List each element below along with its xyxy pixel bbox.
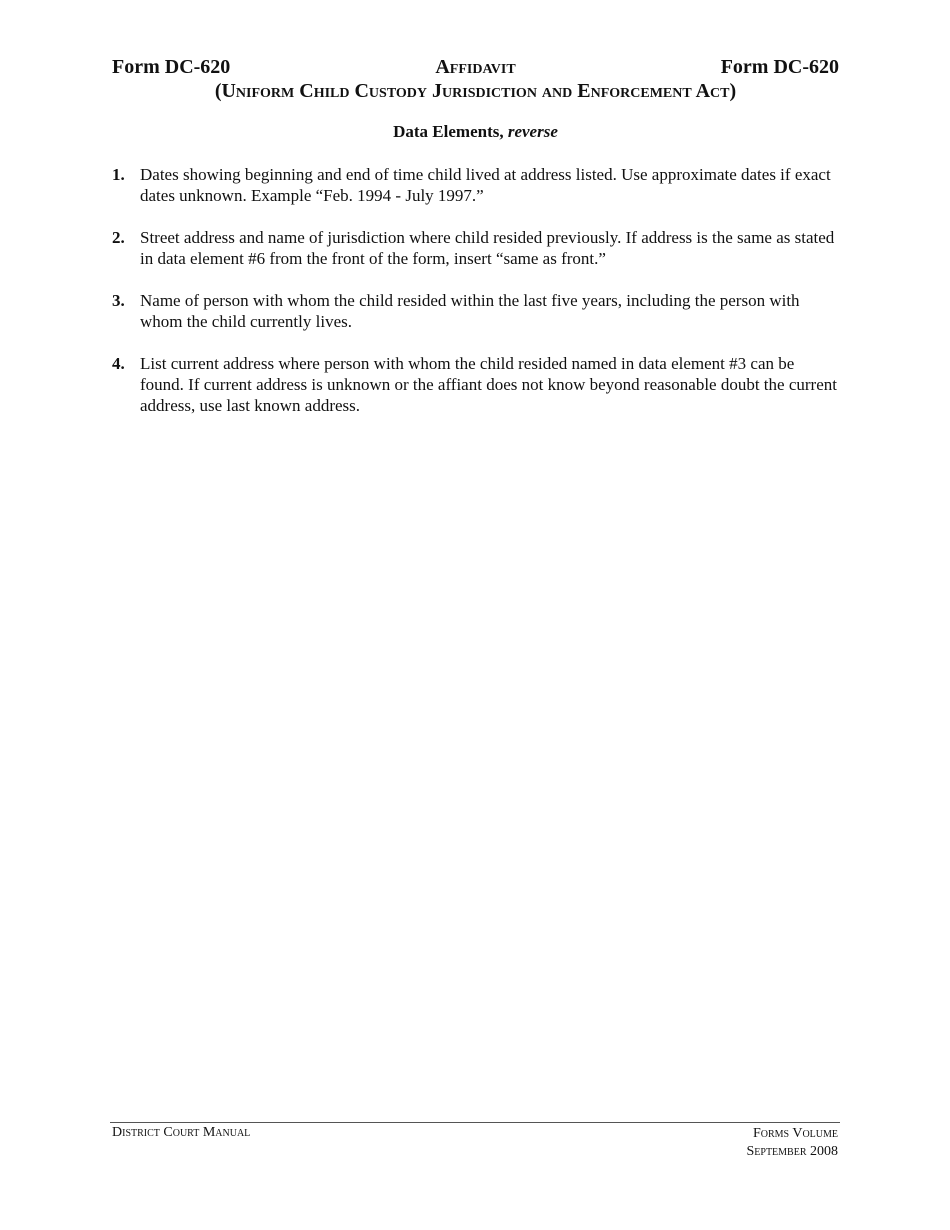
list-item: [112, 164, 839, 206]
form-number-left: Form DC-620: [112, 56, 231, 78]
document-title: Affidavit: [435, 56, 516, 78]
section-title-emphasis: reverse: [507, 122, 558, 141]
section-title-text: Data Elements,: [393, 122, 504, 141]
list-item: [112, 353, 839, 416]
list-item: [112, 290, 839, 332]
section-title: [112, 122, 839, 142]
footer-volume-info: [746, 1125, 838, 1161]
document-subtitle: (Uniform Child Custody Jurisdiction and Enforcement Act): [214, 80, 737, 102]
item-number: 1.: [112, 165, 125, 184]
data-elements-list: [112, 164, 839, 437]
item-text: List current address where person with whom the child resided named in data element #3 can be found. If current address is unknown or the affiant does not know beyond reasonable doubt the current address, use last known address.: [140, 354, 837, 415]
item-text: Dates showing beginning and end of time child lived at address listed. Use approximate dates if exact dates unknown. Example “Feb. 1994 - July 1997.”: [140, 165, 831, 205]
item-number: 2.: [112, 228, 125, 247]
item-text: Name of person with whom the child resided within the last five years, including the person with whom the child currently lives.: [140, 291, 800, 331]
page-header: [112, 56, 839, 82]
footer-volume: Forms Volume: [752, 1126, 838, 1141]
list-item: [112, 227, 839, 269]
item-number: 4.: [112, 354, 125, 373]
item-number: 3.: [112, 291, 125, 310]
footer-date: September 2008: [746, 1144, 838, 1159]
footer-manual-name: District Court Manual: [112, 1125, 251, 1140]
footer-divider: [110, 1122, 840, 1123]
form-number-right: Form DC-620: [720, 56, 839, 78]
item-text: Street address and name of jurisdiction where child resided previously. If address is the same as stated in data element #6 from the front of the form, insert “same as front.”: [140, 228, 835, 268]
